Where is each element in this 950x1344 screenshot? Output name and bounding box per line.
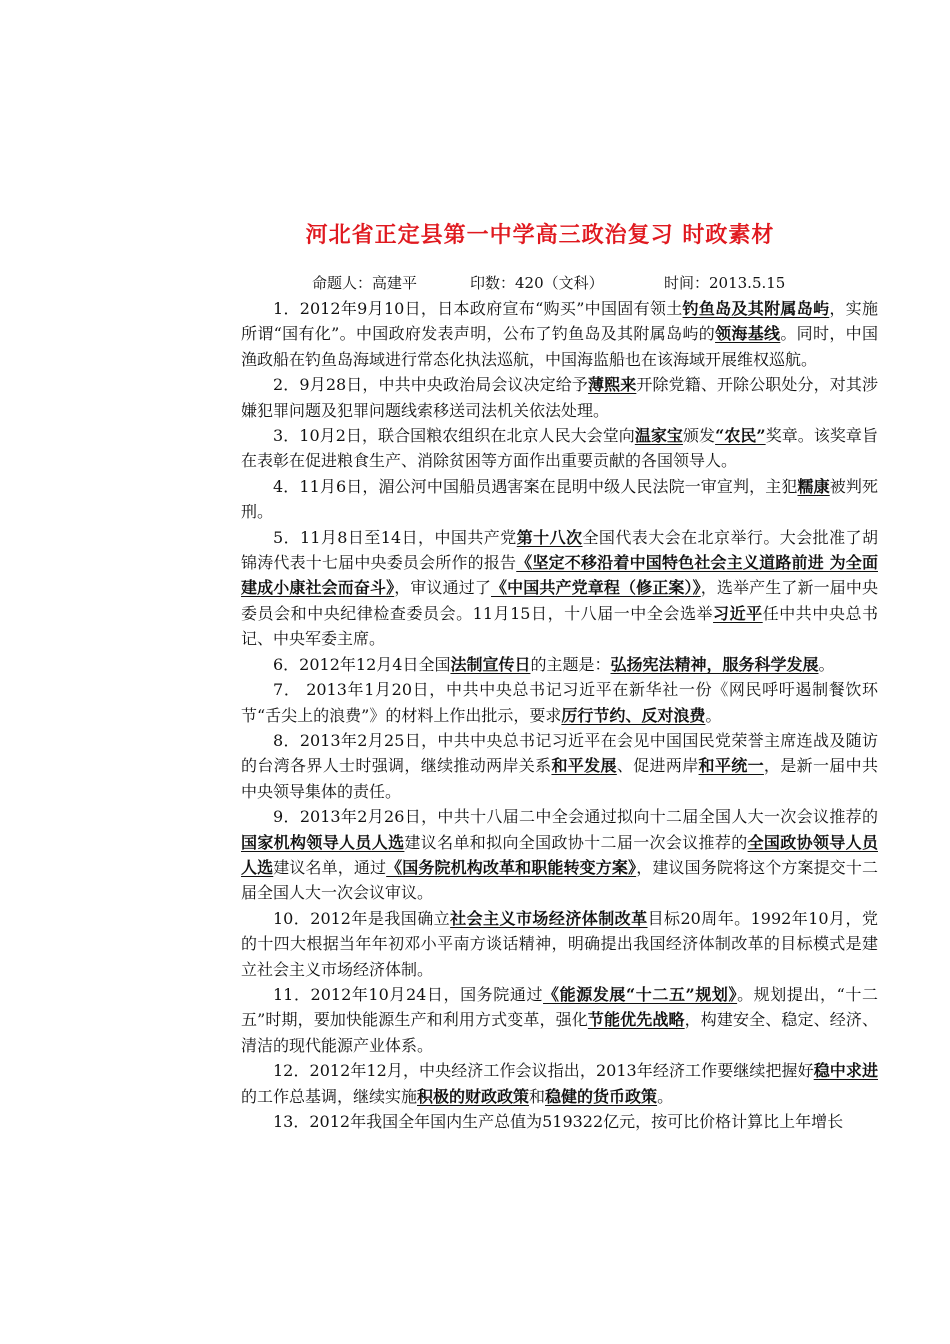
- paragraph-text: 10．2012年是我国确立: [273, 908, 451, 928]
- paragraph-text: ，选举产生了新一届中央委员会和中央纪律检查委员会。11月15日，十八届一中全会选举: [241, 578, 878, 623]
- key-term: 《坚定不移沿着中国特色社会主义道路前进 为全面建成小康社会而奋斗》: [241, 553, 878, 598]
- news-item: [241, 423, 878, 474]
- news-item: [241, 1058, 878, 1109]
- key-term: 社会主义市场经济体制改革: [450, 908, 648, 928]
- document-body: [241, 296, 878, 1134]
- meta-print-count: 印数：420（文科）: [470, 274, 604, 292]
- key-term: 糯康: [797, 476, 830, 496]
- paragraph-text: 。同时，中国渔政船在钓鱼岛海域进行常态化执法巡航，中国海监船也在该海域开展维权巡航。: [241, 324, 878, 369]
- news-item: [241, 1109, 878, 1134]
- paragraph-text: 奖章。该奖章旨在表彰在促进粮食生产、消除贫困等方面作出重要贡献的各国领导人。: [241, 426, 878, 471]
- paragraph-text: 。: [818, 654, 835, 674]
- paragraph-text: 6．2012年12月4日全国: [273, 654, 451, 674]
- document-title: 河北省正定县第一中学高三政治复习 时政素材: [305, 222, 775, 248]
- key-term: 和平统一: [698, 756, 764, 776]
- news-item: [241, 804, 878, 906]
- meta-author: 命题人：高建平: [312, 274, 418, 292]
- paragraph-text: 建议名单和拟向全国政协十二届一次会议推荐的: [404, 832, 748, 852]
- paragraph-text: 。: [705, 705, 722, 725]
- key-term: 积极的财政政策: [417, 1086, 530, 1106]
- news-item: [241, 728, 878, 804]
- paragraph-text: 4．11月6日，湄公河中国船员遇害案在昆明中级人民法院一审宣判，主犯: [273, 476, 798, 496]
- paragraph-text: 3．10月2日，联合国粮农组织在北京人民大会堂向: [273, 426, 635, 446]
- paragraph-text: 目标20周年。1992年10月，党的十四大根据当年年初邓小平南方谈话精神，明确提出我国经济体制改革的目标模式是建立社会主义市场经济体制。: [241, 908, 878, 979]
- key-term: 第十八次: [516, 527, 583, 547]
- paragraph-text: 被判死刑。: [241, 476, 878, 522]
- key-term: 国家机构领导人员人选: [241, 832, 405, 852]
- key-term: 温家宝: [634, 426, 683, 446]
- key-term: 《中国共产党章程（修正案）》: [491, 578, 701, 598]
- paragraph-text: 7． 2013年1月20日，中共中央总书记习近平在新华社一份《网民呼吁遏制餐饮环节“舌尖上的浪费”》的材料上作出批示，要求: [241, 680, 878, 725]
- document-meta: [312, 272, 785, 293]
- paragraph-text: 5．11月8日至14日，中国共产党: [273, 527, 517, 547]
- paragraph-text: 、促进两岸: [616, 756, 699, 776]
- paragraph-text: 任中共中央总书记、中央军委主席。: [241, 603, 878, 649]
- paragraph-text: 全国代表大会在北京举行。大会批准了胡锦涛代表十七届中央委员会所作的报告: [241, 527, 878, 573]
- key-term: 全国政协领导人员人选: [241, 832, 878, 877]
- paragraph-text: 2．9月28日，中共中央政治局会议决定给予: [273, 375, 589, 395]
- key-term: 弘扬宪法精神，服务科学发展: [610, 654, 819, 674]
- paragraph-text: 11．2012年10月24日，国务院通过: [273, 984, 544, 1004]
- paragraph-text: 9．2013年2月26日，中共十八届二中全会通过拟向十二届全国人大一次会议推荐的: [273, 807, 878, 827]
- paragraph-text: 建议名单，通过: [273, 857, 387, 877]
- paragraph-text: ，是新一届中共中央领导集体的责任。: [241, 756, 878, 801]
- key-term: 节能优先战略: [587, 1010, 685, 1030]
- key-term: 和平发展: [551, 756, 617, 776]
- paragraph-text: ，实施所谓“国有化”。中国政府发表声明，公布了钓鱼岛及其附属岛屿的: [241, 299, 878, 344]
- key-term: 习近平: [713, 603, 763, 623]
- key-term: 《国务院机构改革和职能转变方案》: [386, 857, 637, 877]
- paragraph-text: 。规划提出，“十二五”时期，要加快能源生产和利用方式变革，强化: [241, 984, 878, 1030]
- news-item: [241, 525, 878, 652]
- key-term: “农民”: [715, 426, 766, 446]
- paragraph-text: ，建议国务院将这个方案提交十二届全国人大一次会议审议。: [241, 857, 878, 903]
- paragraph-text: 开除党籍、开除公职处分，对其涉嫌犯罪问题及犯罪问题线索移送司法机关依法处理。: [241, 375, 878, 420]
- paragraph-text: 12．2012年12月，中央经济工作会议指出，2013年经济工作要继续把握好: [273, 1061, 814, 1081]
- paragraph-text: 。: [657, 1086, 674, 1106]
- key-term: 稳中求进: [813, 1061, 878, 1081]
- meta-date: 时间：2013.5.15: [664, 274, 786, 292]
- paragraph-text: 13．2012年我国全年国内生产总值为519322亿元，按可比价格计算比上年增长: [273, 1112, 844, 1131]
- paragraph-text: 的工作总基调，继续实施: [241, 1086, 418, 1106]
- news-item: [241, 677, 878, 728]
- paragraph-text: 1．2012年9月10日，日本政府宣布“购买”中国固有领土: [273, 299, 683, 318]
- paragraph-text: ，审议通过了: [394, 578, 491, 598]
- key-term: 厉行节约、反对浪费: [561, 705, 706, 725]
- key-term: 领海基线: [715, 324, 781, 344]
- news-item: [241, 474, 878, 525]
- news-item: [241, 652, 878, 677]
- paragraph-text: 8．2013年2月25日，中共中央总书记习近平在会见中国国民党荣誉主席连战及随访的台湾各界人士时强调，继续推动两岸关系: [241, 730, 878, 776]
- news-item: [241, 982, 878, 1058]
- key-term: 钓鱼岛及其附属岛屿: [682, 299, 830, 318]
- paragraph-text: 和: [529, 1086, 546, 1106]
- news-item: [241, 906, 878, 982]
- news-item: [241, 372, 878, 423]
- paragraph-text: 颁发: [682, 426, 716, 446]
- news-item: [241, 296, 878, 372]
- key-term: 法制宣传日: [450, 654, 531, 674]
- paragraph-text: 的主题是：: [530, 654, 611, 674]
- paragraph-text: ，构建安全、稳定、经济、清洁的现代能源产业体系。: [241, 1010, 878, 1055]
- key-term: 稳健的货币政策: [545, 1086, 658, 1106]
- key-term: 薄熙来: [588, 375, 637, 395]
- key-term: 《能源发展“十二五”规划》: [543, 984, 738, 1004]
